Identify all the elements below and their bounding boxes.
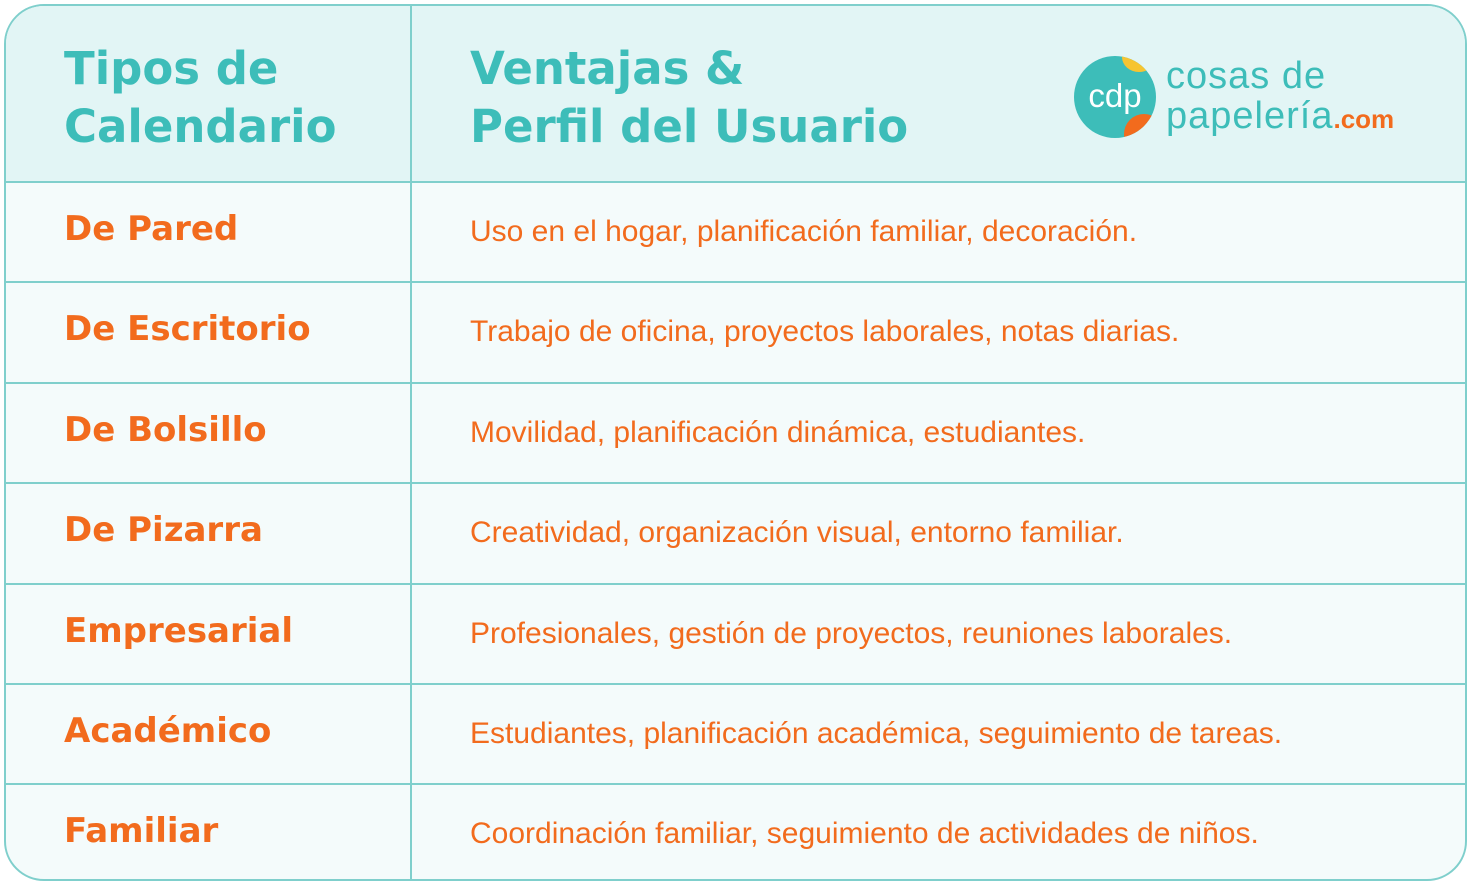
- logo-line1: cosas de: [1166, 55, 1327, 97]
- cosas-de-papeleria-logo: [1074, 52, 1444, 142]
- header-col1-line1: Tipos de: [64, 42, 279, 95]
- header-divider: [6, 181, 1465, 183]
- row-divider: [6, 382, 1465, 384]
- logo-mark-text: cdp: [1088, 77, 1142, 114]
- header-col2-line2: Perfil del Usuario: [470, 100, 909, 153]
- row-description: Estudiantes, planificación académica, seguimiento de tareas.: [470, 717, 1283, 750]
- row-divider: [6, 583, 1465, 585]
- row-type-label: De Escritorio: [64, 309, 311, 350]
- row-type-label: Familiar: [64, 811, 219, 852]
- row-description: Profesionales, gestión de proyectos, reuniones laborales.: [470, 616, 1233, 650]
- logo-mark: [1074, 56, 1156, 138]
- header-col1-line2: Calendario: [64, 100, 337, 153]
- row-divider: [6, 482, 1465, 484]
- row-type-label: Académico: [64, 711, 272, 751]
- column-divider: [410, 6, 412, 879]
- row-type-label: De Pared: [64, 209, 239, 249]
- calendar-types-table: [4, 4, 1467, 881]
- row-description: Coordinación familiar, seguimiento de actividades de niños.: [470, 817, 1259, 851]
- row-description: Movilidad, planificación dinámica, estudiantes.: [470, 415, 1086, 449]
- row-divider: [6, 683, 1465, 685]
- row-description: Creatividad, organización visual, entorno familiar.: [470, 516, 1124, 550]
- logo-tld: .com: [1333, 104, 1395, 134]
- row-description: Uso en el hogar, planificación familiar, decoración.: [470, 215, 1138, 248]
- header-tipos-de-calendario: [64, 40, 336, 156]
- header-col2-line1: Ventajas &: [470, 42, 745, 95]
- row-type-label: De Pizarra: [64, 510, 263, 551]
- row-divider: [6, 783, 1465, 785]
- row-divider: [6, 281, 1465, 283]
- row-type-label: Empresarial: [64, 610, 294, 651]
- logo-line2: [1166, 96, 1394, 139]
- logo-word: papelería: [1166, 95, 1334, 137]
- header-ventajas-perfil: [470, 40, 908, 156]
- row-description: Trabajo de oficina, proyectos laborales, notas diarias.: [470, 315, 1180, 349]
- row-type-label: De Bolsillo: [64, 409, 267, 450]
